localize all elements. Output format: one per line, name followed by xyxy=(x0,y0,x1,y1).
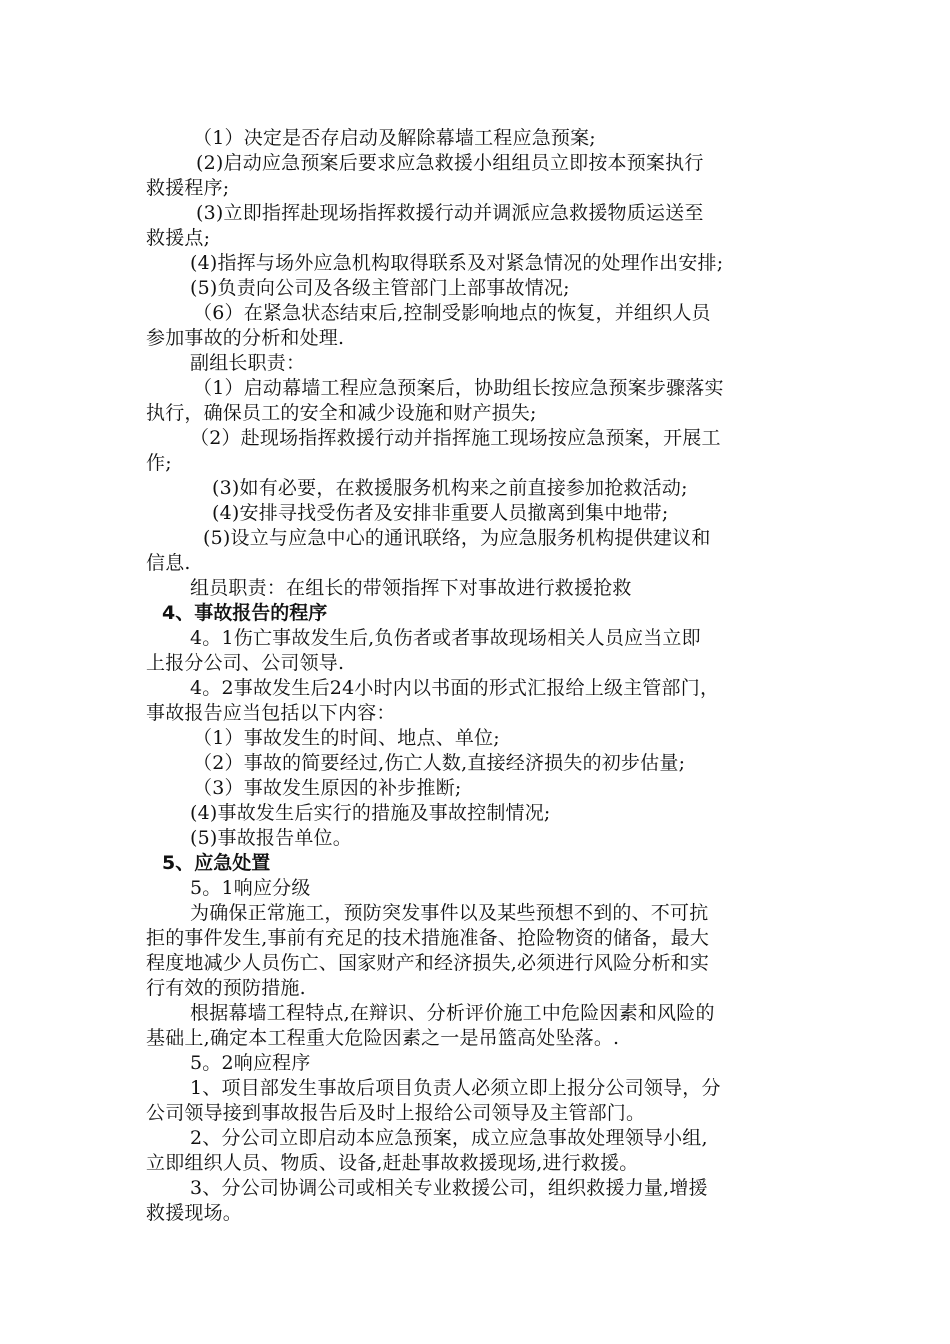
text-line: (2)启动应急预案后要求应急救援小组组员立即按本预案执行 xyxy=(196,152,704,174)
text-line: (3)立即指挥赴现场指挥救援行动并调派应急救援物质运送至 xyxy=(196,202,704,224)
text-line: （1）决定是否存启动及解除幕墙工程应急预案; xyxy=(193,127,596,149)
text-line: (4)指挥与场外应急机构取得联系及对紧急情况的处理作出安排; xyxy=(190,252,724,274)
section-heading: 4、事故报告的程序 xyxy=(162,602,328,624)
text-line: 4。2事故发生后24小时内以书面的形式汇报给上级主管部门， xyxy=(190,677,720,699)
text-line: （2）赴现场指挥救援行动并指挥施工现场按应急预案，开展工 xyxy=(190,427,721,449)
text-line: 立即组织人员、物质、设备,赶赴事故救援现场,进行救援。 xyxy=(146,1152,639,1174)
text-line: (5)事故报告单位。 xyxy=(190,827,352,849)
text-line: （1）启动幕墙工程应急预案后，协助组长按应急预案步骤落实 xyxy=(193,377,724,399)
text-line: (5)设立与应急中心的通讯联络，为应急服务机构提供建议和 xyxy=(203,527,711,549)
text-line: 5。2响应程序 xyxy=(190,1052,311,1074)
text-line: 组员职责：在组长的带领指挥下对事故进行救援抢救 xyxy=(190,577,632,599)
text-line: 根据幕墙工程特点,在辩识、分析评价施工中危险因素和风险的 xyxy=(190,1002,715,1024)
text-line: (5)负责向公司及各级主管部门上部事故情况; xyxy=(190,277,570,299)
text-line: 行有效的预防措施. xyxy=(146,977,306,999)
text-line: 作; xyxy=(146,452,172,474)
text-line: 救援点; xyxy=(146,227,211,249)
text-line: 信息. xyxy=(146,552,191,574)
text-line: 3、分公司协调公司或相关专业救援公司，组织救援力量,增援 xyxy=(190,1177,708,1199)
text-line: 参加事故的分析和处理. xyxy=(146,327,345,349)
text-line: 2、分公司立即启动本应急预案，成立应急事故处理领导小组, xyxy=(190,1127,708,1149)
text-line: 1、项目部发生事故后项目负责人必须立即上报分公司领导，分 xyxy=(190,1077,721,1099)
text-line: 5。1响应分级 xyxy=(190,877,311,899)
text-line: (4)安排寻找受伤者及安排非重要人员撤离到集中地带; xyxy=(212,502,669,524)
text-line: (4)事故发生后实行的措施及事故控制情况; xyxy=(190,802,551,824)
text-line: 基础上,确定本工程重大危险因素之一是吊篮高处坠落。. xyxy=(146,1027,620,1049)
text-line: 救援程序; xyxy=(146,177,230,199)
text-line: 执行，确保员工的安全和减少设施和财产损失; xyxy=(146,402,537,424)
text-line: （3）事故发生原因的补步推断; xyxy=(193,777,462,799)
text-line: （1）事故发生的时间、地点、单位; xyxy=(193,727,500,749)
text-line: 上报分公司、公司领导. xyxy=(146,652,345,674)
text-line: (3)如有必要，在救援服务机构来之前直接参加抢救活动; xyxy=(212,477,688,499)
text-line: 事故报告应当包括以下内容： xyxy=(146,702,396,724)
text-line: 救援现场。 xyxy=(146,1202,243,1224)
text-line: 为确保正常施工，预防突发事件以及某些预想不到的、不可抗 xyxy=(190,902,709,924)
text-line: 公司领导接到事故报告后及时上报给公司领导及主管部门。 xyxy=(146,1102,646,1124)
text-line: （6）在紧急状态结束后,控制受影响地点的恢复，并组织人员 xyxy=(193,302,711,324)
text-line: 副组长职责： xyxy=(190,352,306,374)
section-heading: 5、应急处置 xyxy=(162,852,271,874)
text-line: 4。1伤亡事故发生后,负伤者或者事故现场相关人员应当立即 xyxy=(190,627,701,649)
text-line: （2）事故的简要经过,伤亡人数,直接经济损失的初步估量; xyxy=(193,752,686,774)
text-line: 拒的事件发生,事前有充足的技术措施准备、抢险物资的储备，最大 xyxy=(146,927,710,949)
text-line: 程度地减少人员伤亡、国家财产和经济损失,必须进行风险分析和实 xyxy=(146,952,710,974)
